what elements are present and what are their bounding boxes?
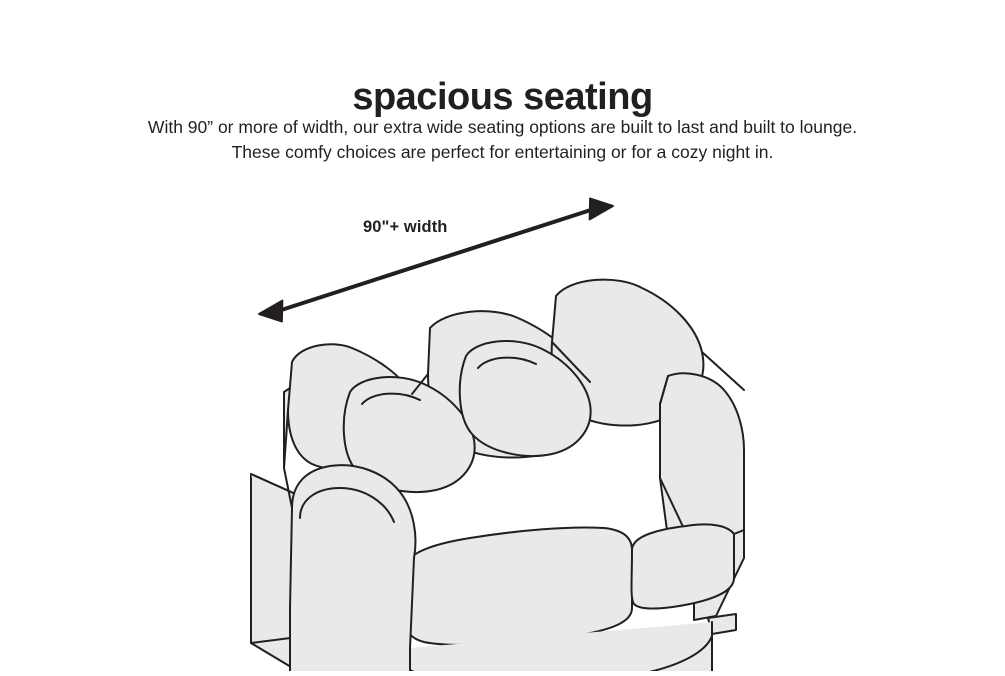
- sofa-illustration: [0, 178, 1005, 671]
- subcopy-line-1: With 90” or more of width, our extra wide seating options are built to last and built to lounge.: [147, 117, 858, 137]
- dimension-label: 90"+ width: [363, 218, 448, 236]
- page-title: spacious seating: [352, 76, 653, 119]
- page-subcopy: [0, 115, 1005, 166]
- seat-cushion-left: [404, 527, 632, 644]
- subcopy-line-2: These comfy choices are perfect for entertaining or for a cozy night in.: [231, 142, 774, 163]
- seat-cushion-right: [632, 524, 735, 608]
- width-arrow: [272, 207, 600, 313]
- sofa-svg: [0, 178, 1005, 671]
